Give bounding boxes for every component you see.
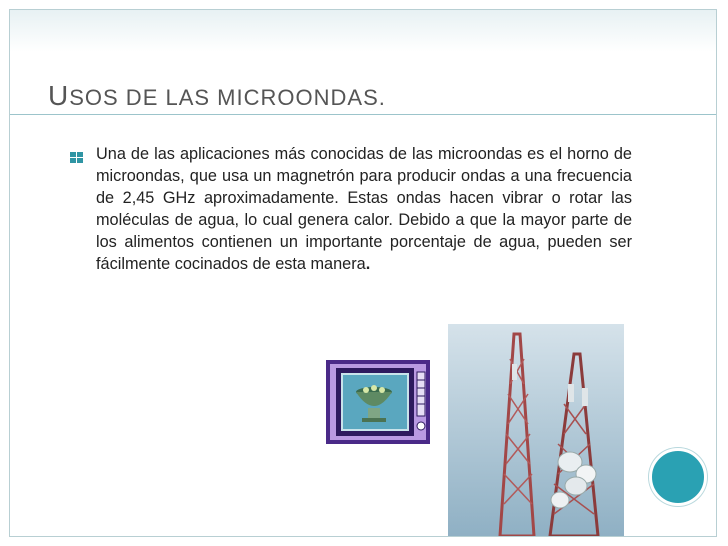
bullet-paragraph <box>96 143 632 275</box>
microwave-icon <box>322 358 434 446</box>
telecom-tower-image <box>448 324 624 536</box>
slide-title <box>48 80 386 112</box>
accent-circle <box>649 448 707 506</box>
paragraph-main: Una de las aplicaciones más conocidas de las microondas es el horno de microondas, que usa un magnetrón para producir ondas a una frecuencia de 2,45 GHz aproximadamente. Estas ondas hacen vibrar o rotar las moléculas de agua, lo cual genera calor. Debido a que la mayor parte de los alimentos contienen un importante porcentaje de agua, pueden ser fácilmente cocinados de esta manera <box>96 145 632 273</box>
bullet-square-icon <box>70 152 84 164</box>
tower-icon <box>448 324 624 536</box>
title-rest: SOS DE LAS MICROONDAS. <box>69 85 386 110</box>
top-band <box>10 10 716 52</box>
microwave-oven-image <box>322 358 434 446</box>
paragraph-end: . <box>365 255 371 273</box>
title-divider <box>10 114 716 115</box>
bullet-icon <box>70 152 84 166</box>
title-initial: U <box>48 80 70 111</box>
